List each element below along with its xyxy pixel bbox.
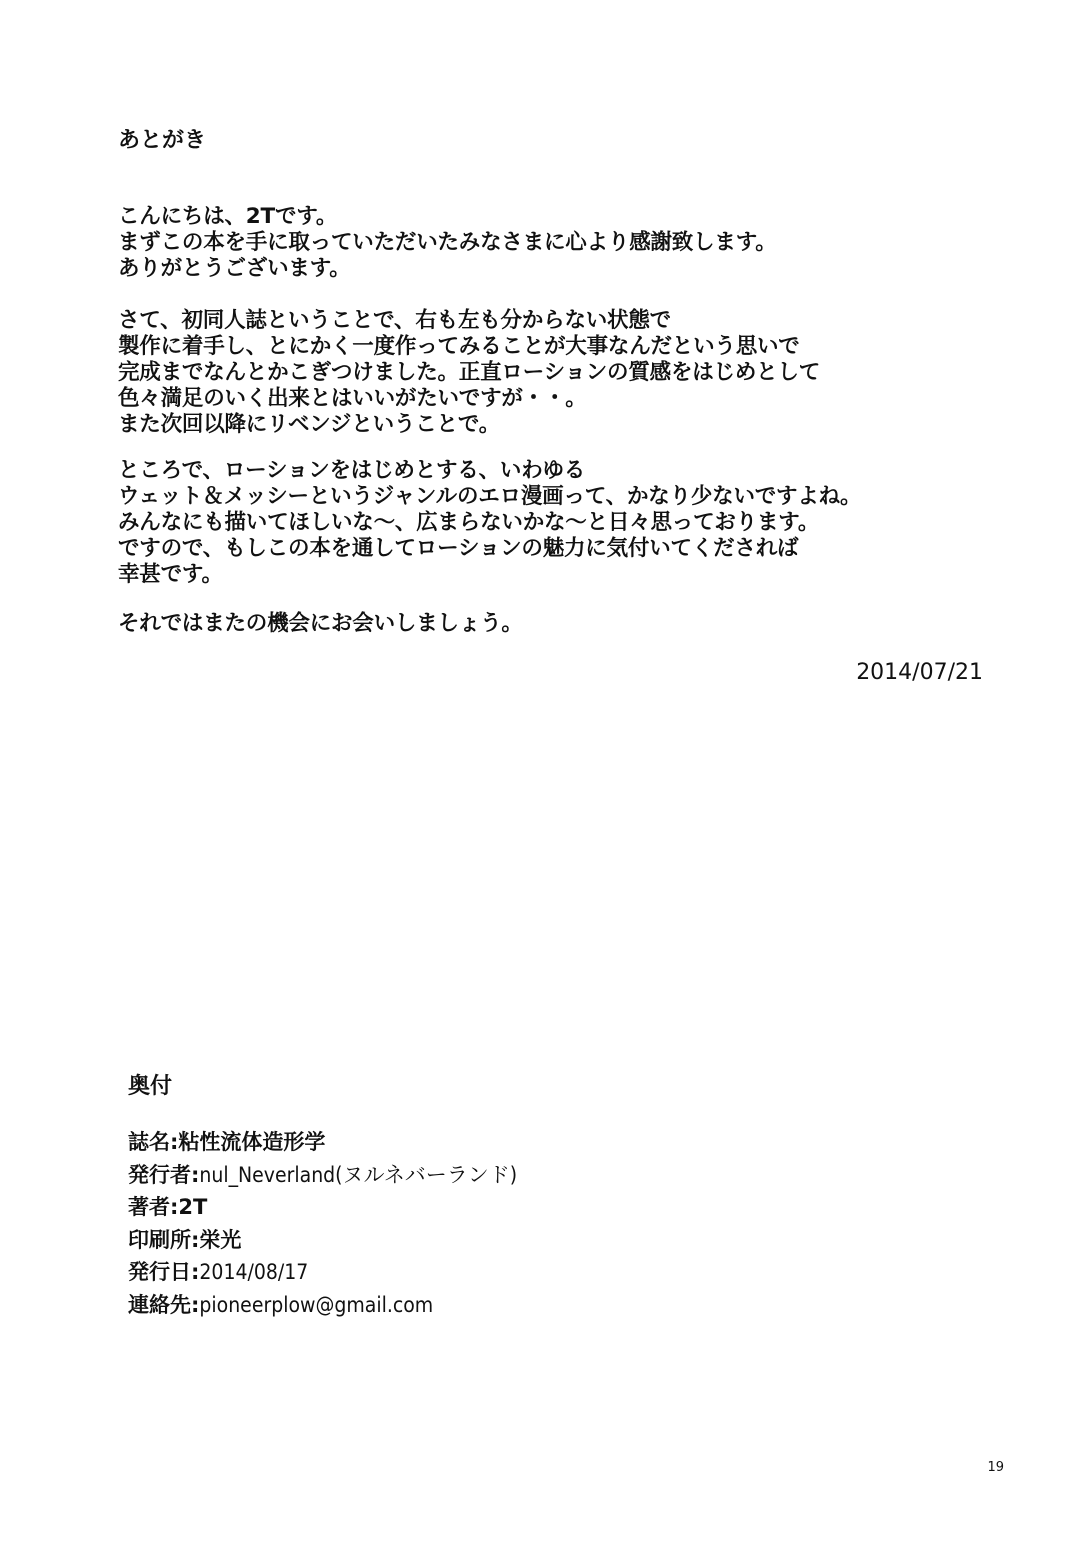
colophon-separator: :: [170, 1130, 179, 1154]
text-line: ですので、もしこの本を通してローションの魅力に気付いてくだされば: [118, 536, 799, 561]
text-line: まずこの本を手に取っていただいたみなさまに心より感謝致します。: [118, 230, 777, 255]
text-line: ところで、ローションをはじめとする、いわゆる: [118, 458, 586, 483]
colophon-list: [128, 1126, 517, 1321]
afterword-paragraph: [118, 308, 820, 438]
colophon-value: 2T: [178, 1195, 208, 1219]
text-line: 幸甚です。: [118, 562, 223, 587]
text-line: みんなにも描いてほしいな～、広まらないかな～と日々思っております。: [118, 510, 820, 535]
colophon-value: 2014/08/17: [199, 1260, 309, 1284]
colophon-separator: :: [191, 1162, 200, 1187]
colophon-key: 発行者: [128, 1162, 191, 1187]
colophon-row-publisher: [128, 1159, 517, 1192]
colophon-value: nul_Neverland(ヌルネバーランド): [199, 1162, 518, 1187]
text-line: ウェット＆メッシーというジャンルのエロ漫画って、かなり少ないですよね。: [118, 484, 862, 509]
colophon-heading: 奥付: [128, 1074, 173, 1099]
colophon-key: 誌名: [128, 1130, 170, 1154]
colophon-row-issue-date: [128, 1256, 517, 1289]
afterword-heading: あとがき: [118, 128, 207, 153]
colophon-row-title: [128, 1126, 517, 1159]
afterword-paragraph: [118, 204, 777, 282]
colophon-key: 連絡先: [128, 1292, 191, 1317]
text-line: さて、初同人誌ということで、右も左も分からない状態で: [118, 308, 671, 333]
text-line: 色々満足のいく出来とはいいがたいですが・・。: [118, 386, 587, 411]
afterword-paragraph: [118, 611, 523, 637]
colophon-value: 粘性流体造形学: [178, 1130, 326, 1154]
colophon-row-contact: [128, 1289, 517, 1322]
text-line: ありがとうございます。: [118, 256, 351, 281]
text-line: 完成までなんとかこぎつけました。正直ローションの質感をはじめとして: [118, 360, 821, 385]
colophon-separator: :: [191, 1292, 200, 1317]
colophon-key: 印刷所: [128, 1227, 191, 1252]
afterword-paragraph: [118, 458, 861, 588]
colophon-separator: :: [170, 1195, 179, 1219]
colophon-value: 栄光: [199, 1227, 242, 1252]
text-line: 製作に着手し、とにかく一度作ってみることが大事なんだという思いで: [118, 334, 800, 359]
colophon-separator: :: [191, 1227, 200, 1252]
colophon-key: 著者: [128, 1195, 170, 1219]
colophon-row-printer: [128, 1224, 517, 1257]
colophon-separator: :: [191, 1260, 200, 1284]
colophon-value: pioneerplow@gmail.com: [199, 1292, 434, 1317]
text-line: それではまたの機会にお会いしましょう。: [118, 611, 523, 636]
afterword-date: 2014/07/21: [856, 660, 983, 685]
text-line: また次回以降にリベンジということで。: [118, 412, 501, 437]
colophon-row-author: [128, 1191, 517, 1224]
text-line: こんにちは、2Tです。: [118, 204, 338, 229]
page-number: 19: [987, 1460, 1004, 1475]
colophon-key: 発行日: [128, 1260, 191, 1284]
